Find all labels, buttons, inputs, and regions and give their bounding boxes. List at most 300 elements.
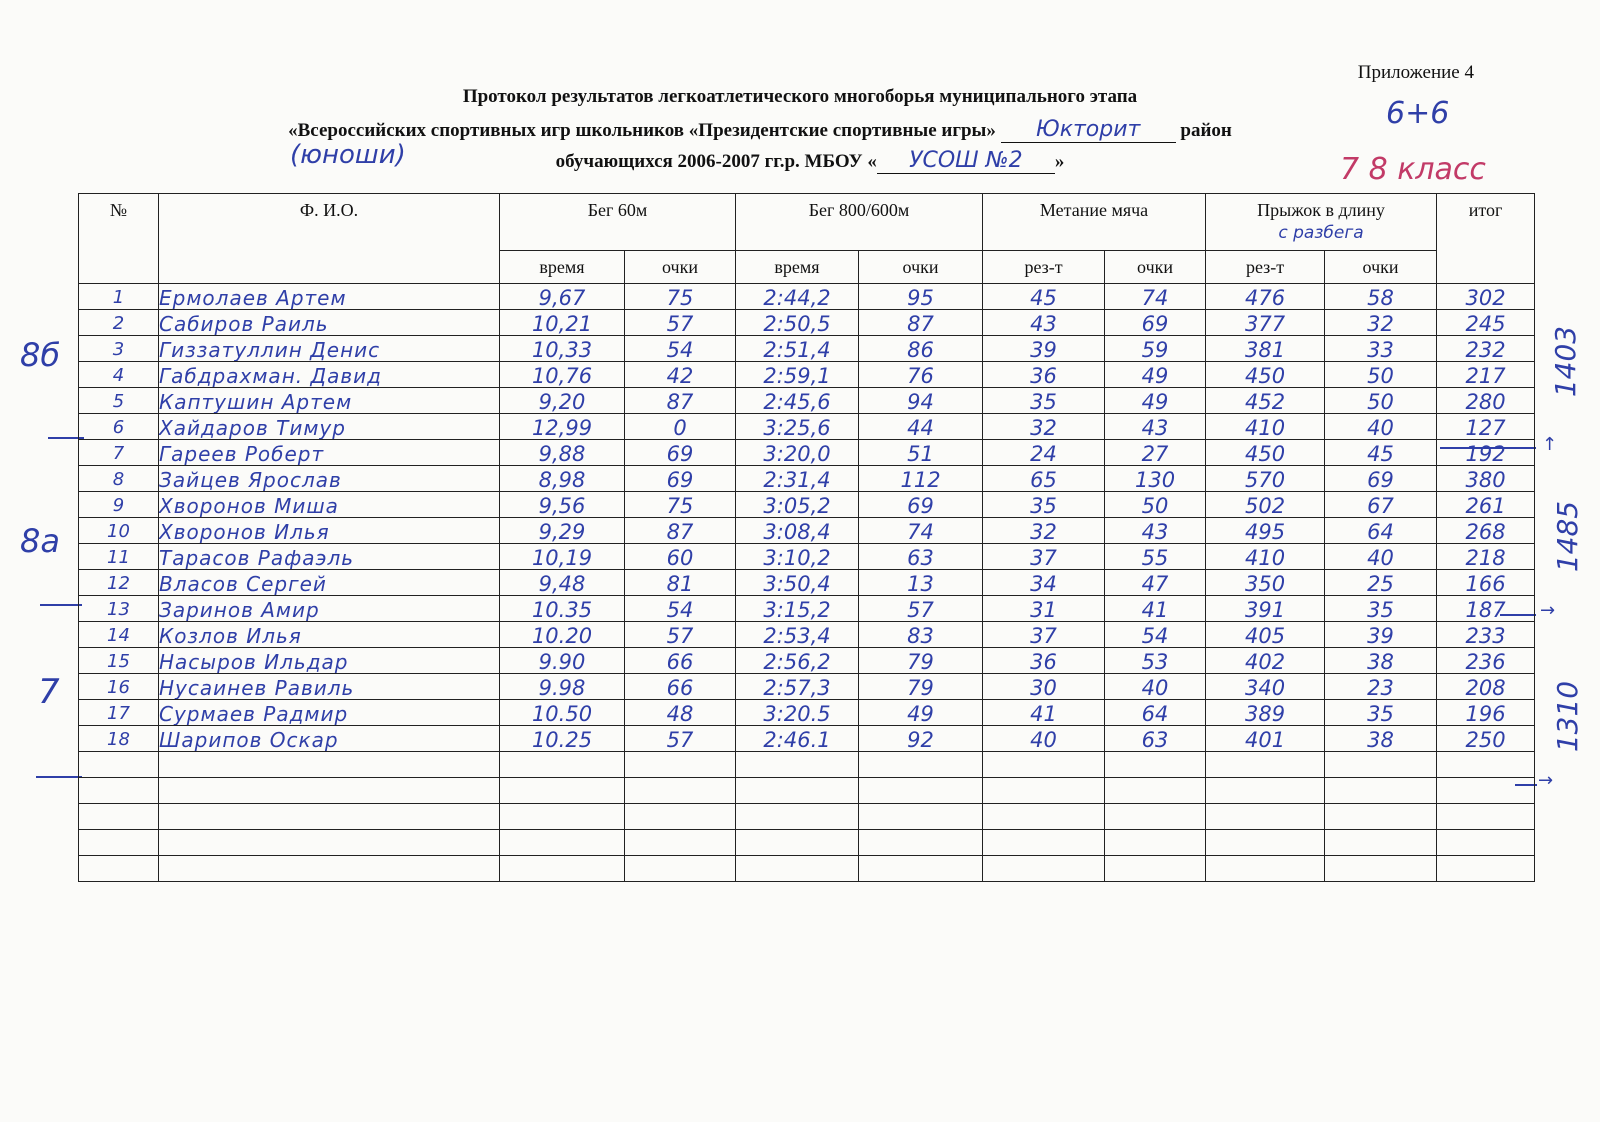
cell-name: Хворонов Миша xyxy=(159,492,500,518)
cell-throw-points: 41 xyxy=(1105,596,1206,622)
cell-jump-result: 410 xyxy=(1206,544,1325,570)
cell-jump-result: 452 xyxy=(1206,388,1325,414)
empty-cell xyxy=(1206,856,1325,882)
cell-points-60: 69 xyxy=(625,440,736,466)
cell-points-60: 66 xyxy=(625,674,736,700)
cell-points-60: 57 xyxy=(625,310,736,336)
cell-jump-points: 69 xyxy=(1325,466,1437,492)
title-line-1: Протокол результатов легкоатлетического многоборья муниципального этапа xyxy=(462,86,1138,107)
school-field xyxy=(877,148,1055,174)
cell-number: 3 xyxy=(79,336,159,362)
group-separator-left-2 xyxy=(40,604,82,606)
empty-cell xyxy=(625,778,736,804)
cell-jump-result: 450 xyxy=(1206,440,1325,466)
empty-cell xyxy=(736,856,859,882)
empty-cell xyxy=(736,778,859,804)
count-note: 6+6 xyxy=(1386,96,1450,131)
table-row xyxy=(79,674,1535,700)
cell-jump-points: 25 xyxy=(1325,570,1437,596)
cell-name: Хворонов Илья xyxy=(159,518,500,544)
cell-name: Власов Сергей xyxy=(159,570,500,596)
cell-throw-result: 36 xyxy=(983,648,1105,674)
cell-total: 233 xyxy=(1437,622,1535,648)
cell-points-60: 60 xyxy=(625,544,736,570)
school-handwritten: УСОШ №2 xyxy=(909,148,1023,173)
cell-points-800: 83 xyxy=(859,622,983,648)
cell-number: 7 xyxy=(79,440,159,466)
header-run-60: Бег 60м xyxy=(500,194,736,251)
cell-jump-points: 67 xyxy=(1325,492,1437,518)
cell-time-800: 2:31,4 xyxy=(736,466,859,492)
cell-time-800: 3:10,2 xyxy=(736,544,859,570)
appendix-label: Приложение 4 xyxy=(1357,62,1474,83)
cell-number: 10 xyxy=(79,518,159,544)
cell-points-800: 95 xyxy=(859,284,983,310)
cell-total: 218 xyxy=(1437,544,1535,570)
cell-points-800: 44 xyxy=(859,414,983,440)
cell-jump-points: 40 xyxy=(1325,414,1437,440)
table-row xyxy=(79,492,1535,518)
cell-total: 127 xyxy=(1437,414,1535,440)
group-label-8b: 8б xyxy=(20,336,61,374)
cell-points-60: 69 xyxy=(625,466,736,492)
arrow-icon: ↑ xyxy=(1542,434,1558,455)
subheader-time-800: время xyxy=(736,251,859,284)
cell-time-800: 2:51,4 xyxy=(736,336,859,362)
empty-cell xyxy=(983,830,1105,856)
cell-points-60: 81 xyxy=(625,570,736,596)
empty-row xyxy=(79,804,1535,830)
cell-points-800: 79 xyxy=(859,648,983,674)
cell-jump-points: 23 xyxy=(1325,674,1437,700)
empty-cell xyxy=(500,856,625,882)
cell-jump-points: 33 xyxy=(1325,336,1437,362)
cell-time-800: 2:57,3 xyxy=(736,674,859,700)
title-line-2 xyxy=(0,117,1560,143)
empty-cell xyxy=(500,830,625,856)
table-row xyxy=(79,700,1535,726)
cell-points-800: 87 xyxy=(859,310,983,336)
cell-jump-result: 502 xyxy=(1206,492,1325,518)
cell-jump-result: 476 xyxy=(1206,284,1325,310)
cell-throw-points: 54 xyxy=(1105,622,1206,648)
cell-number: 5 xyxy=(79,388,159,414)
district-field xyxy=(1001,117,1176,143)
cell-total: 192 xyxy=(1437,440,1535,466)
cell-points-60: 48 xyxy=(625,700,736,726)
empty-cell xyxy=(1105,830,1206,856)
cell-time-60: 10,33 xyxy=(500,336,625,362)
table-row xyxy=(79,466,1535,492)
cell-time-800: 2:44,2 xyxy=(736,284,859,310)
header-fio: Ф. И.О. xyxy=(159,194,500,284)
cell-number: 9 xyxy=(79,492,159,518)
cell-name: Сабиров Раиль xyxy=(159,310,500,336)
cell-jump-points: 58 xyxy=(1325,284,1437,310)
cell-points-800: 79 xyxy=(859,674,983,700)
empty-cell xyxy=(983,778,1105,804)
cell-name: Нусаинев Равиль xyxy=(159,674,500,700)
cell-time-60: 12,99 xyxy=(500,414,625,440)
cell-time-800: 2:56,2 xyxy=(736,648,859,674)
cell-throw-points: 49 xyxy=(1105,362,1206,388)
cell-throw-points: 50 xyxy=(1105,492,1206,518)
empty-cell xyxy=(79,804,159,830)
empty-cell xyxy=(625,856,736,882)
empty-row xyxy=(79,856,1535,882)
cell-name: Козлов Илья xyxy=(159,622,500,648)
cell-points-60: 75 xyxy=(625,284,736,310)
group-total-7: 1310 xyxy=(1551,680,1585,753)
cell-time-60: 9,20 xyxy=(500,388,625,414)
cell-throw-points: 53 xyxy=(1105,648,1206,674)
empty-cell xyxy=(983,752,1105,778)
empty-row xyxy=(79,830,1535,856)
cell-throw-points: 55 xyxy=(1105,544,1206,570)
cell-jump-points: 39 xyxy=(1325,622,1437,648)
header-jump-label: Прыжок в длину xyxy=(1257,200,1385,220)
cell-points-800: 49 xyxy=(859,700,983,726)
empty-cell xyxy=(1206,804,1325,830)
empty-row xyxy=(79,778,1535,804)
cell-points-60: 75 xyxy=(625,492,736,518)
empty-cell xyxy=(79,856,159,882)
cell-name: Ермолаев Артем xyxy=(159,284,500,310)
subheader-result-jump: рез-т xyxy=(1206,251,1325,284)
cell-throw-points: 64 xyxy=(1105,700,1206,726)
empty-cell xyxy=(983,856,1105,882)
cell-total: 302 xyxy=(1437,284,1535,310)
district-handwritten: Юкторит xyxy=(1035,117,1141,142)
arrow-icon: → xyxy=(1540,600,1556,621)
cell-number: 4 xyxy=(79,362,159,388)
cell-time-800: 3:50,4 xyxy=(736,570,859,596)
empty-cell xyxy=(625,804,736,830)
title-line-3-suffix: » xyxy=(1054,151,1065,172)
cell-time-800: 2:45,6 xyxy=(736,388,859,414)
cell-jump-points: 35 xyxy=(1325,700,1437,726)
cell-throw-points: 43 xyxy=(1105,414,1206,440)
cell-time-60: 9.90 xyxy=(500,648,625,674)
header-run-800: Бег 800/600м xyxy=(736,194,983,251)
cell-name: Заринов Амир xyxy=(159,596,500,622)
table-row xyxy=(79,622,1535,648)
subheader-points-800: очки xyxy=(859,251,983,284)
group-label-8a: 8а xyxy=(20,522,60,560)
cell-time-60: 9,88 xyxy=(500,440,625,466)
cell-jump-points: 38 xyxy=(1325,726,1437,752)
cell-points-800: 57 xyxy=(859,596,983,622)
cell-jump-points: 32 xyxy=(1325,310,1437,336)
empty-cell xyxy=(859,778,983,804)
cell-jump-result: 401 xyxy=(1206,726,1325,752)
cell-total: 236 xyxy=(1437,648,1535,674)
cell-time-60: 10.50 xyxy=(500,700,625,726)
cell-number: 1 xyxy=(79,284,159,310)
cell-throw-result: 24 xyxy=(983,440,1105,466)
cell-throw-result: 32 xyxy=(983,518,1105,544)
cell-points-800: 92 xyxy=(859,726,983,752)
cell-jump-points: 64 xyxy=(1325,518,1437,544)
cell-throw-points: 27 xyxy=(1105,440,1206,466)
cell-jump-result: 495 xyxy=(1206,518,1325,544)
header-number: № xyxy=(79,194,159,284)
cell-time-800: 2:59,1 xyxy=(736,362,859,388)
empty-cell xyxy=(500,778,625,804)
cell-points-60: 57 xyxy=(625,726,736,752)
cell-throw-result: 45 xyxy=(983,284,1105,310)
cell-number: 17 xyxy=(79,700,159,726)
cell-time-800: 3:05,2 xyxy=(736,492,859,518)
cell-jump-result: 410 xyxy=(1206,414,1325,440)
cell-throw-result: 32 xyxy=(983,414,1105,440)
cell-time-800: 3:20.5 xyxy=(736,700,859,726)
cell-throw-result: 43 xyxy=(983,310,1105,336)
header-jump-note: с разбега xyxy=(1278,223,1364,243)
cell-time-800: 3:20,0 xyxy=(736,440,859,466)
empty-cell xyxy=(1437,830,1535,856)
cell-number: 6 xyxy=(79,414,159,440)
empty-cell xyxy=(1325,752,1437,778)
empty-cell xyxy=(500,804,625,830)
header-throw: Метание мяча xyxy=(983,194,1206,251)
cell-points-60: 54 xyxy=(625,336,736,362)
cell-points-800: 76 xyxy=(859,362,983,388)
cell-number: 15 xyxy=(79,648,159,674)
cell-throw-result: 65 xyxy=(983,466,1105,492)
cell-points-60: 54 xyxy=(625,596,736,622)
cell-total: 380 xyxy=(1437,466,1535,492)
cell-total: 166 xyxy=(1437,570,1535,596)
empty-cell xyxy=(859,830,983,856)
cell-total: 280 xyxy=(1437,388,1535,414)
cell-jump-result: 450 xyxy=(1206,362,1325,388)
cell-number: 14 xyxy=(79,622,159,648)
table-row xyxy=(79,388,1535,414)
group-label-7: 7 xyxy=(38,672,60,712)
table-row xyxy=(79,518,1535,544)
cell-total: 196 xyxy=(1437,700,1535,726)
table-row xyxy=(79,596,1535,622)
cell-time-60: 9,29 xyxy=(500,518,625,544)
cell-jump-points: 50 xyxy=(1325,388,1437,414)
empty-cell xyxy=(625,830,736,856)
cell-throw-result: 31 xyxy=(983,596,1105,622)
cell-jump-result: 377 xyxy=(1206,310,1325,336)
cell-throw-result: 39 xyxy=(983,336,1105,362)
table-row xyxy=(79,544,1535,570)
results-table xyxy=(78,193,1535,882)
cell-time-800: 3:25,6 xyxy=(736,414,859,440)
cell-time-60: 10.20 xyxy=(500,622,625,648)
cell-points-60: 66 xyxy=(625,648,736,674)
cell-jump-result: 570 xyxy=(1206,466,1325,492)
table-row xyxy=(79,284,1535,310)
cell-number: 11 xyxy=(79,544,159,570)
cell-points-60: 57 xyxy=(625,622,736,648)
empty-cell xyxy=(500,752,625,778)
empty-cell xyxy=(736,752,859,778)
cell-name: Зайцев Ярослав xyxy=(159,466,500,492)
cell-points-800: 13 xyxy=(859,570,983,596)
cell-throw-result: 37 xyxy=(983,622,1105,648)
empty-cell xyxy=(159,778,500,804)
cell-jump-result: 402 xyxy=(1206,648,1325,674)
empty-cell xyxy=(859,856,983,882)
cell-throw-points: 74 xyxy=(1105,284,1206,310)
table-row xyxy=(79,726,1535,752)
cell-total: 208 xyxy=(1437,674,1535,700)
boys-note: (юноши) xyxy=(290,140,406,170)
cell-jump-result: 340 xyxy=(1206,674,1325,700)
table-row xyxy=(79,310,1535,336)
cell-time-800: 2:53,4 xyxy=(736,622,859,648)
empty-cell xyxy=(736,804,859,830)
table-row xyxy=(79,570,1535,596)
cell-number: 18 xyxy=(79,726,159,752)
cell-name: Сурмаев Радмир xyxy=(159,700,500,726)
empty-cell xyxy=(159,856,500,882)
empty-cell xyxy=(1437,804,1535,830)
empty-cell xyxy=(1325,830,1437,856)
cell-points-800: 112 xyxy=(859,466,983,492)
empty-cell xyxy=(1206,830,1325,856)
cell-throw-points: 63 xyxy=(1105,726,1206,752)
title-line-2-suffix: район xyxy=(1180,120,1232,141)
cell-throw-points: 43 xyxy=(1105,518,1206,544)
cell-jump-points: 35 xyxy=(1325,596,1437,622)
table-row xyxy=(79,648,1535,674)
cell-name: Тарасов Рафаэль xyxy=(159,544,500,570)
empty-cell xyxy=(983,804,1105,830)
cell-time-60: 10.25 xyxy=(500,726,625,752)
empty-cell xyxy=(1437,856,1535,882)
empty-cell xyxy=(1105,804,1206,830)
cell-total: 217 xyxy=(1437,362,1535,388)
empty-cell xyxy=(1105,856,1206,882)
cell-throw-points: 40 xyxy=(1105,674,1206,700)
cell-throw-result: 37 xyxy=(983,544,1105,570)
cell-throw-points: 59 xyxy=(1105,336,1206,362)
cell-points-800: 69 xyxy=(859,492,983,518)
empty-cell xyxy=(1206,778,1325,804)
cell-points-60: 87 xyxy=(625,518,736,544)
empty-cell xyxy=(859,752,983,778)
cell-total: 268 xyxy=(1437,518,1535,544)
group-total-8a: 1485 xyxy=(1551,500,1585,573)
subheader-points-jump: очки xyxy=(1325,251,1437,284)
cell-number: 13 xyxy=(79,596,159,622)
table-row xyxy=(79,336,1535,362)
subheader-points-60: очки xyxy=(625,251,736,284)
table-row xyxy=(79,414,1535,440)
empty-cell xyxy=(1437,778,1535,804)
cell-total: 245 xyxy=(1437,310,1535,336)
cell-total: 261 xyxy=(1437,492,1535,518)
cell-name: Габдрахман. Давид xyxy=(159,362,500,388)
cell-jump-points: 40 xyxy=(1325,544,1437,570)
cell-points-800: 74 xyxy=(859,518,983,544)
cell-throw-result: 35 xyxy=(983,492,1105,518)
title-line-3-text: обучающихся 2006-2007 гг.р. МБОУ « xyxy=(555,151,877,172)
subheader-time-60: время xyxy=(500,251,625,284)
cell-name: Насыров Ильдар xyxy=(159,648,500,674)
cell-time-60: 10,21 xyxy=(500,310,625,336)
empty-cell xyxy=(79,778,159,804)
cell-throw-result: 41 xyxy=(983,700,1105,726)
empty-cell xyxy=(859,804,983,830)
cell-points-800: 86 xyxy=(859,336,983,362)
cell-name: Каптушин Артем xyxy=(159,388,500,414)
cell-total: 187 xyxy=(1437,596,1535,622)
cell-number: 2 xyxy=(79,310,159,336)
cell-jump-points: 45 xyxy=(1325,440,1437,466)
group-separator-left-3 xyxy=(36,776,82,778)
cell-number: 8 xyxy=(79,466,159,492)
empty-cell xyxy=(79,752,159,778)
cell-time-800: 2:50,5 xyxy=(736,310,859,336)
cell-jump-result: 389 xyxy=(1206,700,1325,726)
table-row xyxy=(79,362,1535,388)
cell-throw-result: 30 xyxy=(983,674,1105,700)
cell-total: 250 xyxy=(1437,726,1535,752)
cell-throw-result: 35 xyxy=(983,388,1105,414)
cell-jump-result: 391 xyxy=(1206,596,1325,622)
empty-cell xyxy=(1105,778,1206,804)
cell-jump-result: 381 xyxy=(1206,336,1325,362)
cell-time-60: 9,67 xyxy=(500,284,625,310)
empty-cell xyxy=(159,804,500,830)
cell-time-60: 8,98 xyxy=(500,466,625,492)
empty-cell xyxy=(1206,752,1325,778)
empty-cell xyxy=(1325,804,1437,830)
cell-points-60: 42 xyxy=(625,362,736,388)
cell-name: Гареев Роберт xyxy=(159,440,500,466)
header-total: итог xyxy=(1437,194,1535,284)
cell-points-800: 94 xyxy=(859,388,983,414)
empty-cell xyxy=(1105,752,1206,778)
cell-throw-points: 69 xyxy=(1105,310,1206,336)
cell-throw-result: 34 xyxy=(983,570,1105,596)
empty-cell xyxy=(736,830,859,856)
cell-time-60: 10,76 xyxy=(500,362,625,388)
group-total-8b: 1403 xyxy=(1549,325,1583,398)
cell-time-800: 3:08,4 xyxy=(736,518,859,544)
cell-time-60: 10.35 xyxy=(500,596,625,622)
cell-throw-points: 49 xyxy=(1105,388,1206,414)
table-row xyxy=(79,440,1535,466)
empty-cell xyxy=(1325,856,1437,882)
empty-cell xyxy=(159,752,500,778)
empty-cell xyxy=(1325,778,1437,804)
cell-points-800: 51 xyxy=(859,440,983,466)
subheader-result-throw: рез-т xyxy=(983,251,1105,284)
cell-name: Хайдаров Тимур xyxy=(159,414,500,440)
cell-throw-result: 36 xyxy=(983,362,1105,388)
arrow-icon: → xyxy=(1538,770,1554,791)
cell-name: Шарипов Оскар xyxy=(159,726,500,752)
empty-cell xyxy=(79,830,159,856)
empty-cell xyxy=(159,830,500,856)
cell-points-60: 0 xyxy=(625,414,736,440)
cell-points-800: 63 xyxy=(859,544,983,570)
cell-jump-result: 350 xyxy=(1206,570,1325,596)
cell-jump-result: 405 xyxy=(1206,622,1325,648)
cell-throw-points: 47 xyxy=(1105,570,1206,596)
cell-name: Гиззатуллин Денис xyxy=(159,336,500,362)
cell-jump-points: 38 xyxy=(1325,648,1437,674)
cell-time-800: 3:15,2 xyxy=(736,596,859,622)
